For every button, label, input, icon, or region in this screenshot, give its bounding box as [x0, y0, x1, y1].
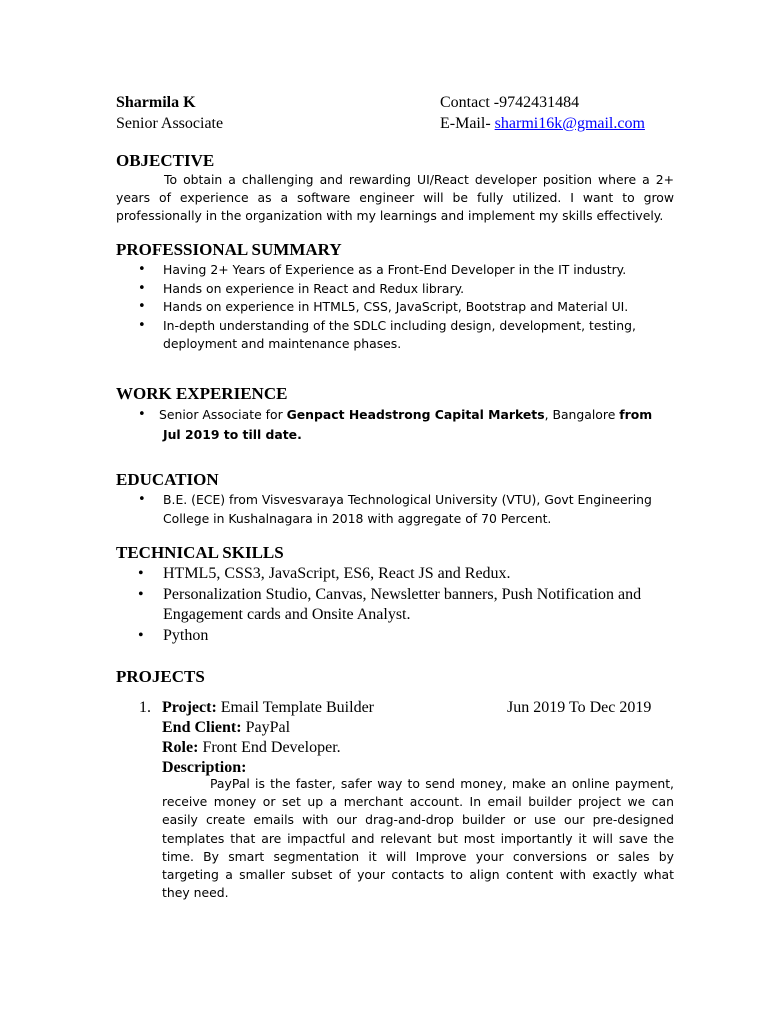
objective-text: To obtain a challenging and rewarding UI/React developer position where a 2+ years of experience as a software engineer will be fully utilized. I want to grow professionally in the organization with my learnings and implement my skills effectively.: [116, 172, 674, 224]
email-link[interactable]: sharmi16k@gmail.com: [494, 115, 645, 132]
summary-item: • Hands on experience in React and Redux library.: [116, 280, 636, 299]
education-item: • B.E. (ECE) from Visvesvaraya Technological University (VTU), Govt Engineering College in Kushalnagara in 2018 with aggregate of 70 Percent.: [116, 490, 661, 528]
project-label: Project:: [162, 699, 217, 716]
skills-list: [116, 564, 684, 646]
summary-heading: PROFESSIONAL SUMMARY: [116, 240, 342, 259]
summary-item: • In-depth understanding of the SDLC including design, development, testing, deployment and maintenance phases.: [116, 317, 636, 354]
summary-item: • Having 2+ Years of Experience as a Front-End Developer in the IT industry.: [116, 261, 636, 280]
client-name: PayPal: [241, 719, 291, 736]
project-description: PayPal is the faster, safer way to send money, make an online payment, receive money or set up a merchant account. In email builder project we can easily create emails with our drag-and-drop builder or use our pre-designed templates that are impactful and relevant but most importantly it will save the time. By smart segmentation it will Improve your conversions or sales by targeting a smaller subset of your contacts to align content with exactly what they need.: [162, 776, 674, 901]
skills-heading: TECHNICAL SKILLS: [116, 543, 284, 562]
project-name: Email Template Builder: [216, 699, 374, 716]
skill-item: • Personalization Studio, Canvas, Newsletter banners, Push Notification and Engagement cards and Onsite Analyst.: [116, 585, 684, 626]
work-list: [116, 405, 661, 444]
candidate-title: Senior Associate: [116, 115, 224, 132]
projects-heading: PROJECTS: [116, 667, 205, 686]
summary-item: • Hands on experience in HTML5, CSS, JavaScript, Bootstrap and Material UI.: [116, 298, 636, 317]
candidate-name: Sharmila K: [116, 94, 196, 111]
education-list: [116, 490, 661, 528]
contact-email-row: [440, 114, 645, 134]
work-period: from Jul 2019 to till date.: [163, 407, 653, 442]
project-line: [162, 698, 374, 718]
client-label: End Client:: [162, 719, 242, 736]
work-location: , Bangalore: [544, 407, 620, 422]
work-heading: WORK EXPERIENCE: [116, 384, 288, 403]
objective-heading: OBJECTIVE: [116, 151, 215, 170]
summary-list: [116, 261, 636, 354]
contact-phone: Contact -9742431484: [440, 94, 580, 111]
work-company: Genpact Headstrong Capital Markets: [286, 407, 545, 422]
work-role: Senior Associate for: [159, 407, 287, 422]
education-heading: EDUCATION: [116, 470, 219, 489]
skill-item: • Python: [116, 626, 684, 647]
work-item: [116, 405, 661, 444]
skill-item: • HTML5, CSS3, JavaScript, ES6, React JS and Redux.: [116, 564, 684, 585]
project-dates: Jun 2019 To Dec 2019: [507, 699, 652, 716]
email-label: E-Mail-: [440, 115, 495, 132]
client-line: [162, 718, 290, 738]
role-line: [162, 738, 341, 758]
role-label: Role:: [162, 739, 199, 756]
description-label: Description:: [162, 759, 247, 776]
role-name: Front End Developer.: [198, 739, 341, 756]
project-number: 1.: [139, 699, 151, 716]
